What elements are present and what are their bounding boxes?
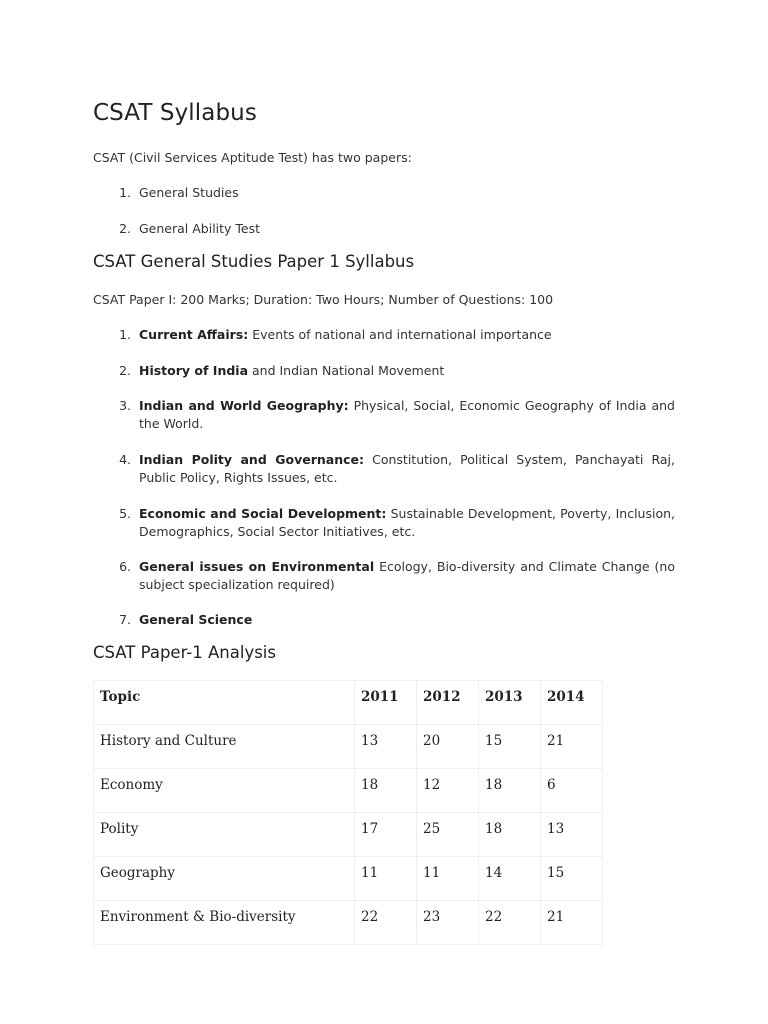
table-cell: 18: [355, 769, 417, 813]
list-item-bold: Economic and Social Development:: [139, 506, 387, 521]
list-item-rest: and Indian National Movement: [248, 363, 445, 378]
list-text: General Studies: [139, 185, 239, 200]
table-cell: 18: [479, 813, 541, 857]
table-cell: 22: [479, 901, 541, 945]
list-number: 2.: [119, 363, 131, 378]
table-cell: 17: [355, 813, 417, 857]
table-cell: 18: [479, 769, 541, 813]
table-row: [94, 725, 603, 769]
table-cell: 14: [479, 857, 541, 901]
list-number: 5.: [119, 506, 131, 521]
table-cell: 13: [355, 725, 417, 769]
table-header-cell: 2011: [355, 681, 417, 725]
list-number: 6.: [119, 559, 131, 574]
list-text: [139, 558, 675, 594]
table-cell: 11: [417, 857, 479, 901]
list-item-rest: Sustainable Development, Poverty, Inclusion, Demographics, Social Sector Initiatives, etc.: [139, 506, 675, 539]
list-text: [139, 611, 675, 629]
table-cell: 11: [355, 857, 417, 901]
table-cell: 13: [541, 813, 603, 857]
table-header-row: [94, 681, 603, 725]
table-header-cell: 2012: [417, 681, 479, 725]
list-text: [139, 326, 675, 344]
intro-text: CSAT (Civil Services Aptitude Test) has two papers:: [93, 150, 412, 165]
list-item-bold: General Science: [139, 612, 253, 627]
list-number: 4.: [119, 452, 131, 467]
list-number: 3.: [119, 398, 131, 413]
list-number: 7.: [119, 612, 131, 627]
table-cell: Geography: [94, 857, 355, 901]
section-heading-analysis: CSAT Paper-1 Analysis: [93, 643, 276, 662]
table-cell: Environment & Bio-diversity: [94, 901, 355, 945]
list-item-bold: General issues on Environmental: [139, 559, 375, 574]
list-item-rest: Events of national and international importance: [248, 327, 552, 342]
table-cell: 25: [417, 813, 479, 857]
list-text: [139, 451, 675, 487]
list-item-bold: Indian Polity and Governance:: [139, 452, 365, 467]
list-item-rest: Constitution, Political System, Panchayati Raj, Public Policy, Rights Issues, etc.: [139, 452, 676, 485]
list-number: 1.: [119, 185, 131, 200]
list-text: General Ability Test: [139, 221, 261, 236]
list-item-bold: History of India: [139, 363, 249, 378]
list-text: [139, 397, 675, 433]
table-cell: 20: [417, 725, 479, 769]
list-text: [139, 362, 675, 380]
list-number: 2.: [119, 221, 131, 236]
analysis-table: [93, 680, 603, 945]
table-row: [94, 769, 603, 813]
table-cell: History and Culture: [94, 725, 355, 769]
table-cell: 15: [479, 725, 541, 769]
list-item-bold: Current Affairs:: [139, 327, 249, 342]
table-row: [94, 857, 603, 901]
section-heading-gs: CSAT General Studies Paper 1 Syllabus: [93, 252, 415, 271]
table-cell: Economy: [94, 769, 355, 813]
table-row: [94, 813, 603, 857]
page-title: CSAT Syllabus: [93, 100, 257, 126]
table-header-cell: 2013: [479, 681, 541, 725]
table-cell: 23: [417, 901, 479, 945]
list-item-rest: Ecology, Bio-diversity and Climate Change (no subject specialization required): [139, 559, 675, 592]
list-item-bold: Indian and World Geography:: [139, 398, 349, 413]
table-cell: Polity: [94, 813, 355, 857]
list-number: 1.: [119, 327, 131, 342]
table-header-cell: Topic: [94, 681, 355, 725]
table-header-cell: 2014: [541, 681, 603, 725]
gs-meta-text: CSAT Paper I: 200 Marks; Duration: Two Hours; Number of Questions: 100: [93, 292, 554, 307]
table-cell: 15: [541, 857, 603, 901]
table-row: [94, 901, 603, 945]
list-text: [139, 505, 675, 541]
table-cell: 12: [417, 769, 479, 813]
table-cell: 21: [541, 901, 603, 945]
table-cell: 21: [541, 725, 603, 769]
table-cell: 22: [355, 901, 417, 945]
list-item-rest: Physical, Social, Economic Geography of India and the World.: [139, 398, 675, 431]
table-cell: 6: [541, 769, 603, 813]
